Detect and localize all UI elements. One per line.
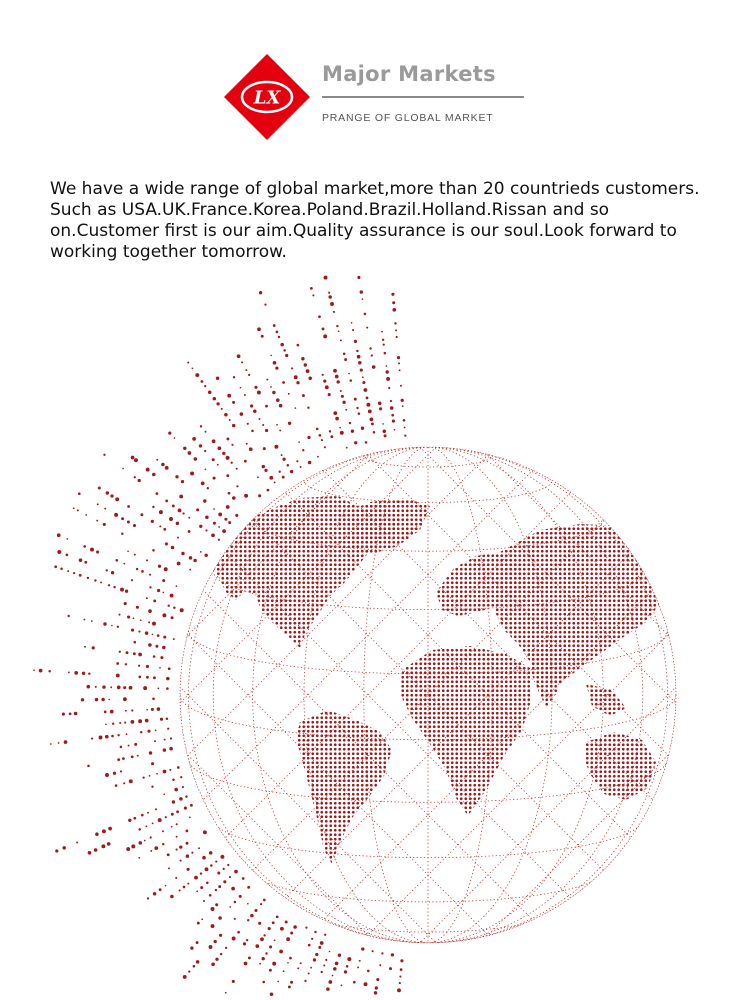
section-subtitle: PRANGE OF GLOBAL MARKET xyxy=(322,112,494,124)
company-logo xyxy=(222,52,312,142)
logo-text: LX xyxy=(253,87,281,109)
section-header xyxy=(222,52,532,144)
intro-paragraph: We have a wide range of global market,more than 20 countrieds customers. Such as USA.UK.France.Korea.Poland.Brazil.Holland.Rissan and so on.Customer first is our aim.Quality assurance is our soul.Look forward to working together tomorrow. xyxy=(50,179,700,262)
title-divider xyxy=(322,96,524,98)
dotted-globe-icon xyxy=(0,270,750,1000)
section-title: Major Markets xyxy=(322,62,496,86)
